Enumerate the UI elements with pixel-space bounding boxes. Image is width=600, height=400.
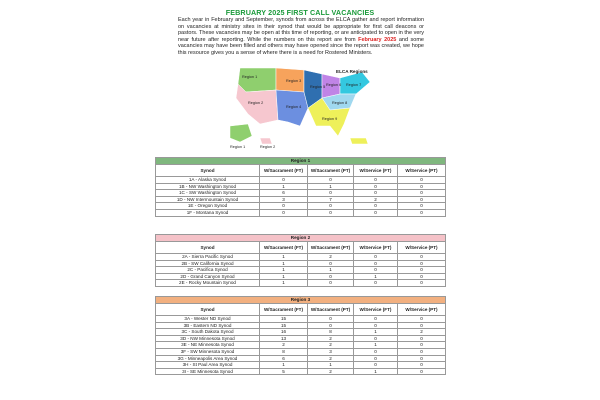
vacancy-count-cell: 0 bbox=[308, 280, 354, 287]
vacancy-count-cell: 0 bbox=[354, 209, 398, 216]
elca-regions-map bbox=[226, 64, 380, 150]
vacancy-count-cell: 8 bbox=[308, 329, 354, 336]
synod-name-cell: 2B - SW California Synod bbox=[156, 260, 260, 267]
region-2-table bbox=[155, 234, 446, 287]
vacancy-count-cell: 0 bbox=[308, 203, 354, 210]
vacancy-count-cell: 2 bbox=[308, 335, 354, 342]
vacancy-count-cell: 15 bbox=[260, 316, 308, 323]
synod-name-cell: 1F - Montana Synod bbox=[156, 209, 260, 216]
column-header: W/Service (PT) bbox=[398, 165, 446, 177]
vacancy-count-cell: 1 bbox=[308, 267, 354, 274]
region-header: Region 1 bbox=[156, 158, 446, 165]
vacancy-count-cell: 2 bbox=[308, 342, 354, 349]
vacancy-count-cell: 7 bbox=[308, 196, 354, 203]
synod-name-cell: 3B - Eastern ND Synod bbox=[156, 322, 260, 329]
vacancy-count-cell: 1 bbox=[260, 267, 308, 274]
map-label-hawaii: Region 2 bbox=[260, 145, 276, 149]
vacancy-count-cell: 0 bbox=[398, 355, 446, 362]
vacancy-count-cell: 0 bbox=[354, 190, 398, 197]
map-label-region-2: Region 2 bbox=[248, 101, 264, 105]
table-row bbox=[156, 203, 446, 210]
synod-name-cell: 3F - SW Minnesota Synod bbox=[156, 348, 260, 355]
region-3-table bbox=[155, 296, 446, 375]
synod-name-cell: 3A - Wester ND Synod bbox=[156, 316, 260, 323]
vacancy-count-cell: 0 bbox=[398, 196, 446, 203]
vacancy-count-cell: 2 bbox=[308, 355, 354, 362]
vacancy-count-cell: 0 bbox=[260, 177, 308, 184]
map-label-region-5: Region 5 bbox=[310, 85, 326, 89]
vacancy-count-cell: 0 bbox=[354, 355, 398, 362]
table-row bbox=[156, 348, 446, 355]
table-row bbox=[156, 329, 446, 336]
synod-name-cell: 2E - Rocky Mountain Synod bbox=[156, 280, 260, 287]
synod-name-cell: 1B - NW Washington Synod bbox=[156, 183, 260, 190]
vacancy-count-cell: 3 bbox=[260, 196, 308, 203]
vacancy-count-cell: 3 bbox=[308, 348, 354, 355]
table-row bbox=[156, 368, 446, 375]
vacancy-count-cell: 8 bbox=[260, 348, 308, 355]
map-region-1 bbox=[238, 68, 276, 92]
vacancy-count-cell: 0 bbox=[354, 177, 398, 184]
vacancy-count-cell: 1 bbox=[260, 362, 308, 369]
vacancy-count-cell: 0 bbox=[354, 335, 398, 342]
vacancy-count-cell: 0 bbox=[398, 190, 446, 197]
synod-name-cell: 3I - SE Minnesota Synod bbox=[156, 368, 260, 375]
table-row bbox=[156, 362, 446, 369]
synod-name-cell: 3D - NW Minnesota Synod bbox=[156, 335, 260, 342]
vacancy-count-cell: 2 bbox=[398, 329, 446, 336]
synod-name-cell: 2D - Grand Canyon Synod bbox=[156, 273, 260, 280]
vacancy-count-cell: 1 bbox=[260, 260, 308, 267]
vacancy-count-cell: 0 bbox=[398, 342, 446, 349]
map-hawaii bbox=[260, 138, 272, 144]
intro-text-a: Each year in February and September, synods from across the ELCA gather and report information on vacancies at ministry sites in their synod that would be appropriate for first call deacons or pastors. These vacancies may be open at this time of reporting, or are anticipated to open in the very near future after reporting. While the numbers on this report are from bbox=[178, 17, 424, 43]
table-body bbox=[156, 177, 446, 217]
table-row bbox=[156, 254, 446, 261]
vacancy-count-cell: 1 bbox=[308, 183, 354, 190]
map-label-region-8: Region 8 bbox=[332, 101, 348, 105]
vacancy-count-cell: 0 bbox=[398, 273, 446, 280]
column-header: W/Sacrament (FT) bbox=[260, 165, 308, 177]
vacancy-count-cell: 1 bbox=[308, 362, 354, 369]
vacancy-count-cell: 0 bbox=[354, 203, 398, 210]
vacancy-count-cell: 0 bbox=[398, 335, 446, 342]
synod-name-cell: 2C - Pacifica Synod bbox=[156, 267, 260, 274]
table-row bbox=[156, 260, 446, 267]
vacancy-count-cell: 0 bbox=[398, 280, 446, 287]
vacancy-count-cell: 15 bbox=[260, 322, 308, 329]
vacancy-count-cell: 0 bbox=[398, 177, 446, 184]
table-row bbox=[156, 342, 446, 349]
vacancy-count-cell: 1 bbox=[354, 342, 398, 349]
vacancy-count-cell: 0 bbox=[354, 280, 398, 287]
vacancy-count-cell: 0 bbox=[398, 267, 446, 274]
vacancy-count-cell: 0 bbox=[260, 203, 308, 210]
map-label-region-4: Region 4 bbox=[286, 105, 302, 109]
intro-text-b: and some vacancies may have been filled and others may have opened since the report was created, we hope this resource gives you a sense of where there is a need for Rostered Ministers. bbox=[178, 36, 424, 56]
map-label-region-6: Region 6 bbox=[326, 83, 342, 87]
vacancy-count-cell: 0 bbox=[398, 348, 446, 355]
table-row bbox=[156, 190, 446, 197]
vacancy-count-cell: 0 bbox=[354, 362, 398, 369]
column-header: W/Service (FT) bbox=[354, 165, 398, 177]
vacancy-count-cell: 0 bbox=[354, 316, 398, 323]
table-row bbox=[156, 267, 446, 274]
synod-name-cell: 2A - Sierra Pacific Synod bbox=[156, 254, 260, 261]
synod-name-cell: 1D - NW Intermountain Synod bbox=[156, 196, 260, 203]
column-header: W/Service (FT) bbox=[354, 304, 398, 316]
column-header: Synod bbox=[156, 165, 260, 177]
table-row bbox=[156, 280, 446, 287]
vacancy-count-cell: 0 bbox=[354, 322, 398, 329]
column-header: W/Service (PT) bbox=[398, 242, 446, 254]
vacancy-count-cell: 2 bbox=[308, 368, 354, 375]
vacancy-count-cell: 2 bbox=[260, 342, 308, 349]
vacancy-count-cell: 1 bbox=[354, 329, 398, 336]
vacancy-count-cell: 1 bbox=[354, 273, 398, 280]
vacancy-count-cell: 0 bbox=[398, 322, 446, 329]
vacancy-count-cell: 0 bbox=[308, 190, 354, 197]
table-row bbox=[156, 335, 446, 342]
synod-name-cell: 1A - Alaska Synod bbox=[156, 177, 260, 184]
vacancy-count-cell: 0 bbox=[398, 260, 446, 267]
vacancy-count-cell: 0 bbox=[308, 260, 354, 267]
vacancy-count-cell: 0 bbox=[398, 254, 446, 261]
table-row bbox=[156, 177, 446, 184]
vacancy-count-cell: 0 bbox=[354, 183, 398, 190]
synod-name-cell: 1C - SW Washington Synod bbox=[156, 190, 260, 197]
vacancy-count-cell: 1 bbox=[354, 368, 398, 375]
map-label-region-9: Region 9 bbox=[322, 117, 338, 121]
vacancy-count-cell: 6 bbox=[260, 190, 308, 197]
map-label-region-3: Region 3 bbox=[286, 79, 302, 83]
vacancy-count-cell: 0 bbox=[398, 209, 446, 216]
vacancy-count-cell: 1 bbox=[260, 273, 308, 280]
vacancy-count-cell: 2 bbox=[308, 254, 354, 261]
vacancy-count-cell: 0 bbox=[308, 322, 354, 329]
vacancy-count-cell: 0 bbox=[398, 368, 446, 375]
vacancy-count-cell: 2 bbox=[354, 196, 398, 203]
table-row bbox=[156, 355, 446, 362]
vacancy-count-cell: 0 bbox=[398, 203, 446, 210]
column-header: Synod bbox=[156, 242, 260, 254]
page-title: FEBRUARY 2025 FIRST CALL VACANCIES bbox=[225, 8, 375, 17]
table-row bbox=[156, 273, 446, 280]
intro-paragraph bbox=[178, 17, 424, 57]
table-row bbox=[156, 196, 446, 203]
vacancy-count-cell: 0 bbox=[398, 316, 446, 323]
vacancy-count-cell: 16 bbox=[260, 329, 308, 336]
column-header: W/Sacrament (PT) bbox=[308, 165, 354, 177]
vacancy-count-cell: 13 bbox=[260, 335, 308, 342]
map-label-region-7: Region 7 bbox=[346, 83, 362, 87]
synod-name-cell: 3H - St Paul Area Synod bbox=[156, 362, 260, 369]
vacancy-count-cell: 1 bbox=[260, 183, 308, 190]
map-label-region-1: Region 1 bbox=[242, 75, 258, 79]
vacancy-count-cell: 0 bbox=[398, 362, 446, 369]
vacancy-count-cell: 0 bbox=[260, 209, 308, 216]
vacancy-count-cell: 1 bbox=[260, 280, 308, 287]
map-caribbean bbox=[350, 138, 368, 144]
column-header: W/Sacrament (PT) bbox=[308, 304, 354, 316]
vacancy-count-cell: 6 bbox=[260, 355, 308, 362]
table-row bbox=[156, 322, 446, 329]
column-header: W/Service (FT) bbox=[354, 242, 398, 254]
table-body bbox=[156, 316, 446, 375]
region-header: Region 2 bbox=[156, 235, 446, 242]
vacancy-count-cell: 1 bbox=[260, 254, 308, 261]
table-row bbox=[156, 209, 446, 216]
synod-name-cell: 3C - South Dakota Synod bbox=[156, 329, 260, 336]
intro-highlight-date: February 2025 bbox=[358, 36, 397, 43]
map-legend: ELCA Regions bbox=[336, 69, 368, 74]
vacancy-count-cell: 0 bbox=[354, 267, 398, 274]
column-header: W/Sacrament (FT) bbox=[260, 242, 308, 254]
vacancy-count-cell: 0 bbox=[398, 183, 446, 190]
table-body bbox=[156, 254, 446, 287]
table-row bbox=[156, 316, 446, 323]
map-label-alaska: Region 1 bbox=[230, 145, 246, 149]
vacancy-count-cell: 5 bbox=[260, 368, 308, 375]
vacancy-count-cell: 0 bbox=[308, 209, 354, 216]
vacancy-count-cell: 0 bbox=[308, 273, 354, 280]
column-header: W/Service (PT) bbox=[398, 304, 446, 316]
map-alaska bbox=[230, 124, 252, 142]
region-header: Region 3 bbox=[156, 297, 446, 304]
vacancy-count-cell: 0 bbox=[354, 260, 398, 267]
synod-name-cell: 1E - Oregon Synod bbox=[156, 203, 260, 210]
column-header: W/Sacrament (PT) bbox=[308, 242, 354, 254]
column-header: W/Sacrament (FT) bbox=[260, 304, 308, 316]
region-1-table bbox=[155, 157, 446, 217]
column-header: Synod bbox=[156, 304, 260, 316]
synod-name-cell: 3E - NE Minnesota Synod bbox=[156, 342, 260, 349]
vacancy-count-cell: 0 bbox=[354, 348, 398, 355]
table-row bbox=[156, 183, 446, 190]
vacancy-count-cell: 0 bbox=[308, 316, 354, 323]
synod-name-cell: 3G - Minneapolis Area Synod bbox=[156, 355, 260, 362]
vacancy-count-cell: 0 bbox=[308, 177, 354, 184]
vacancy-count-cell: 0 bbox=[354, 254, 398, 261]
